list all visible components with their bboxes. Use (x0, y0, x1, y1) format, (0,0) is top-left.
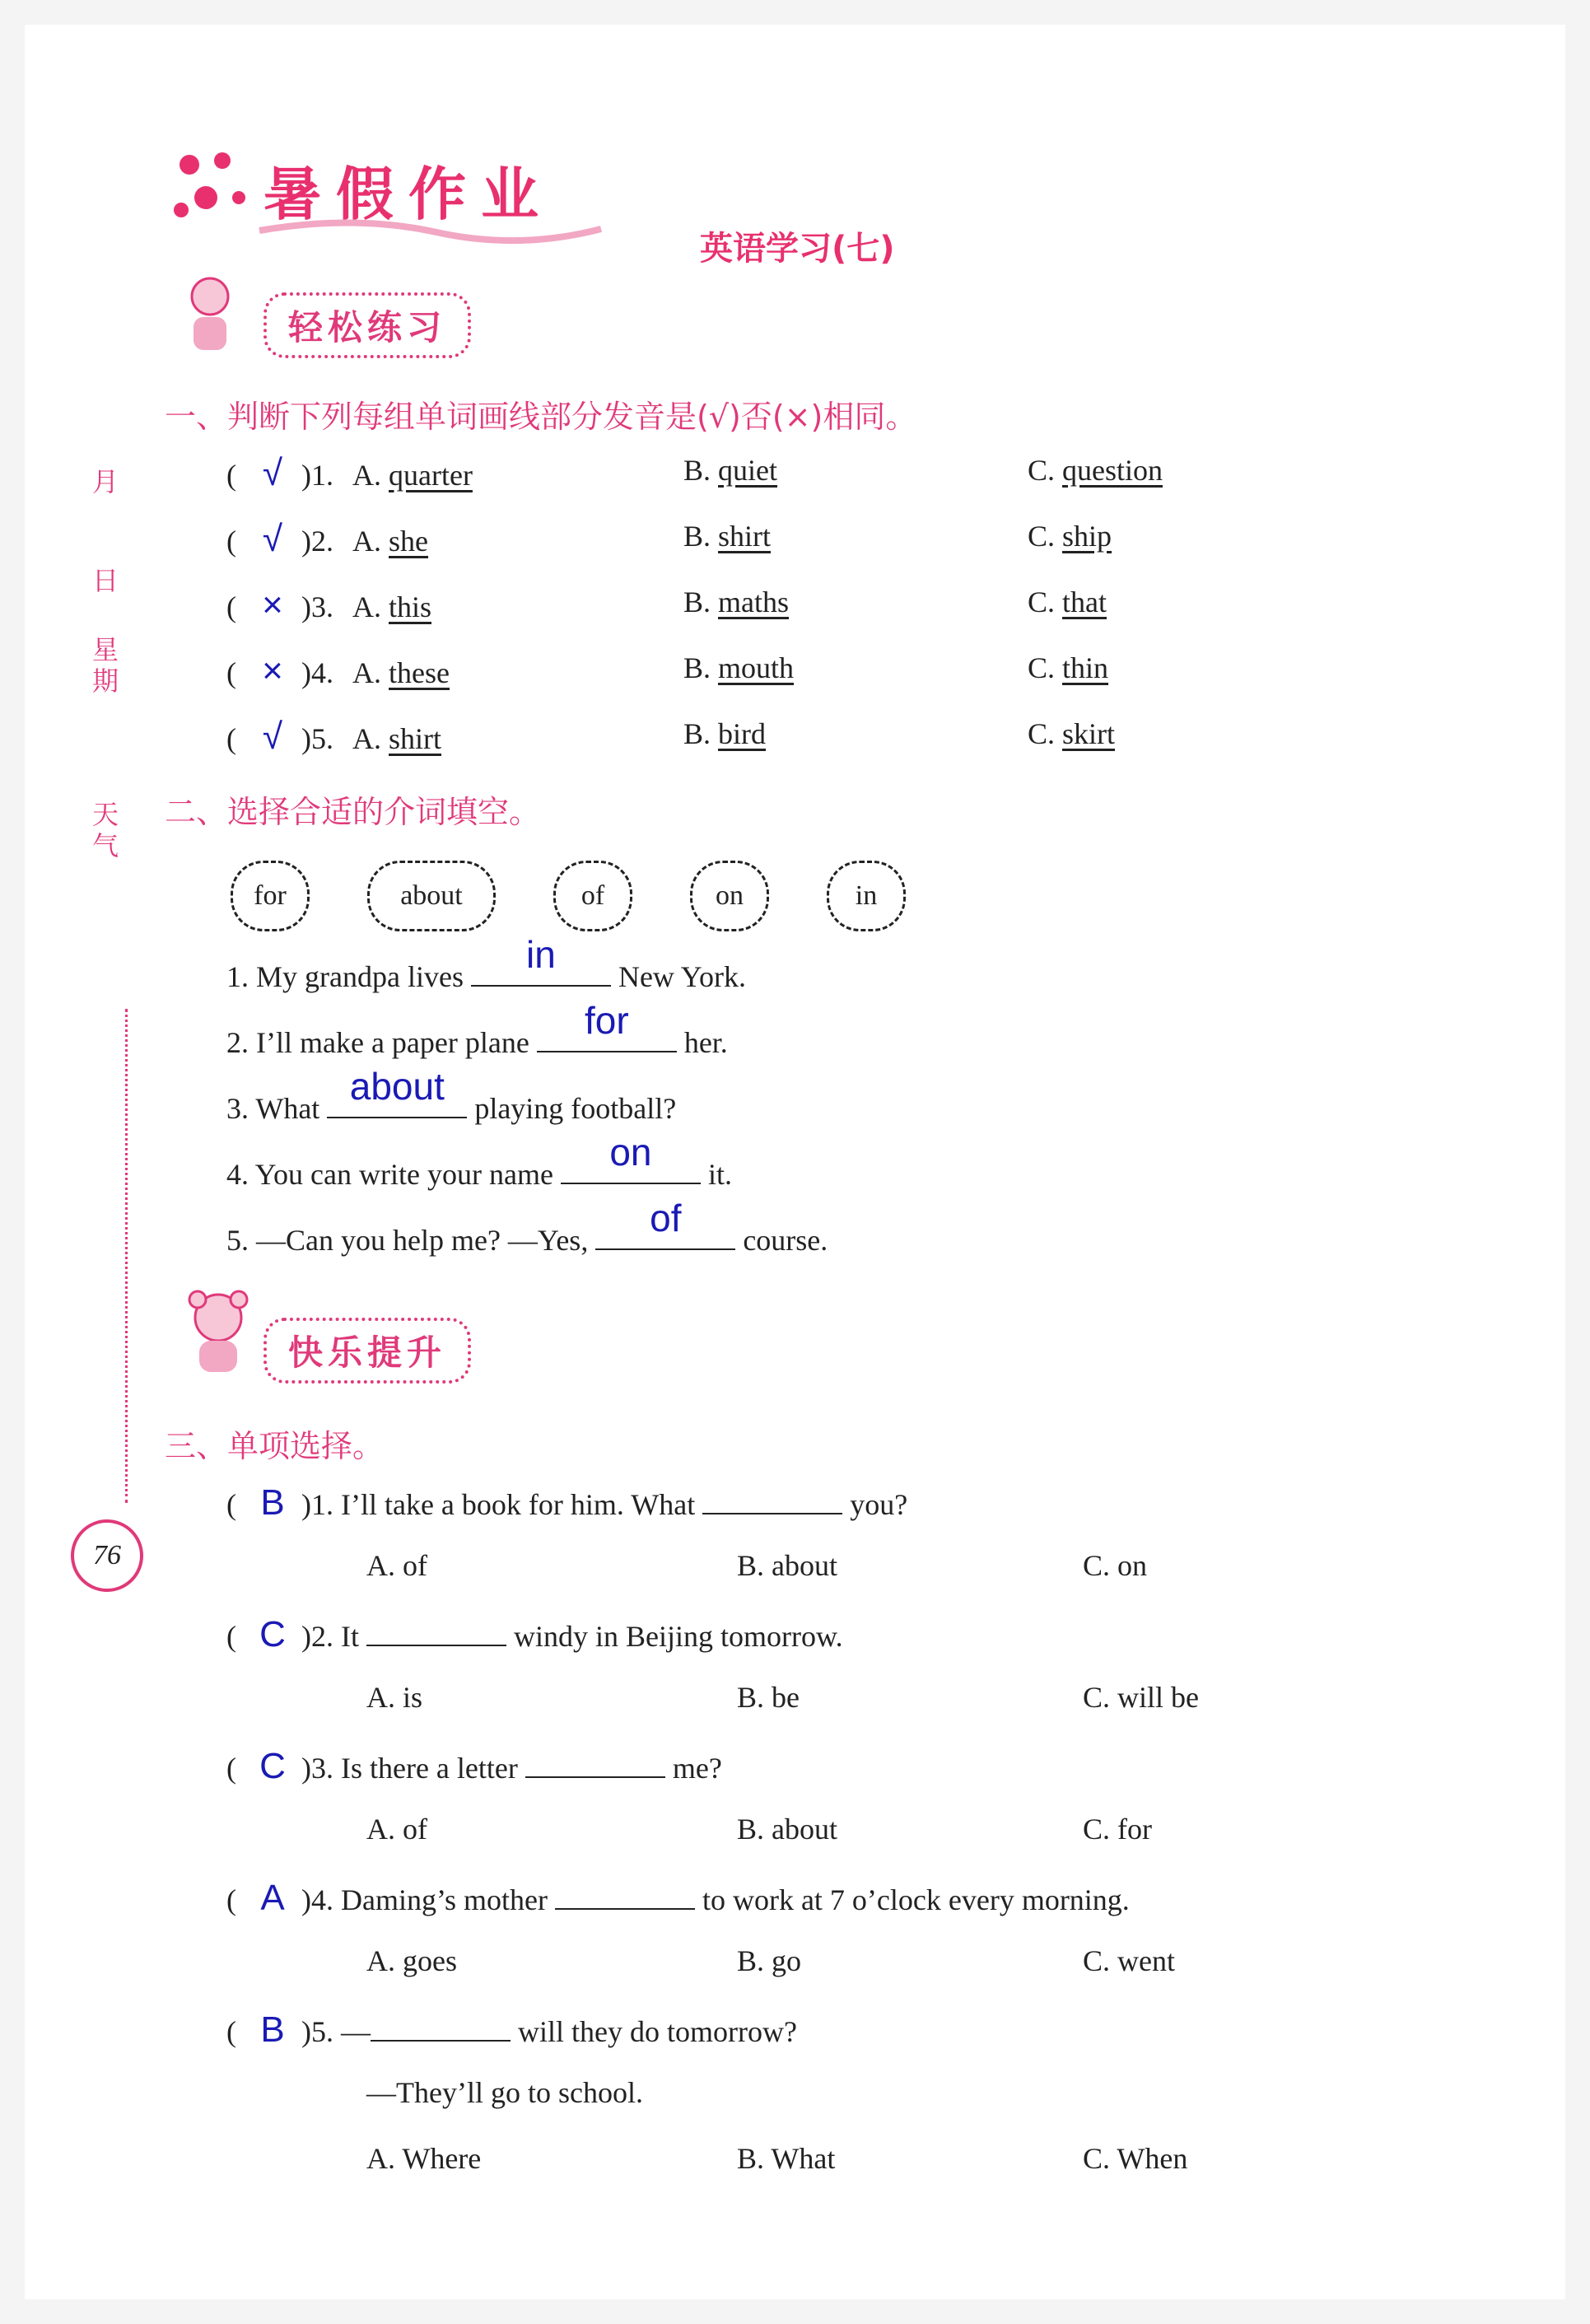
sentence-end: her. (683, 1026, 728, 1059)
answer-blank[interactable] (327, 1065, 467, 1118)
dialogue-reply: —They’ll go to school. (366, 2076, 643, 2109)
option-a[interactable]: A. goes (366, 1944, 457, 1977)
choice-question (226, 1482, 907, 1524)
paren: ( (226, 1620, 236, 1653)
filled-answer: about (349, 1065, 445, 1108)
option-b: B. (683, 586, 711, 618)
option-b[interactable]: B. go (737, 1944, 802, 1977)
question-end: you? (850, 1488, 908, 1521)
option-c-word: question (1062, 454, 1163, 487)
sentence-start: 2. I’ll make a paper plane (226, 1026, 529, 1059)
option-c: C. (1028, 454, 1056, 487)
option-a-word: she (389, 525, 428, 558)
paren: ( (226, 525, 236, 558)
paren: ( (226, 459, 236, 492)
answer-mark: × (262, 651, 283, 691)
option-c[interactable]: C. will be (1083, 1681, 1199, 1714)
sentence-end: playing football? (474, 1092, 677, 1125)
choice-question (226, 2009, 797, 2051)
fill-sentence (226, 999, 728, 1060)
option-a: A. (352, 722, 381, 755)
word-bank (231, 861, 906, 931)
item-number: )4. (301, 656, 333, 689)
option-c: C. (1028, 651, 1056, 684)
answer-blank[interactable] (595, 1197, 735, 1250)
item-number: )3. (301, 590, 333, 623)
option-b: B. (683, 651, 711, 684)
section1-heading: 一、判断下列每组单词画线部分发音是(√)否(×)相同。 (165, 399, 917, 435)
option-a: A. (352, 525, 381, 558)
section1-item-c (1028, 519, 1112, 553)
cartoon-bear-icon (173, 1285, 263, 1375)
question-start: )5. — (301, 2015, 371, 2048)
option-c[interactable]: C. for (1083, 1813, 1152, 1846)
flower-decoration-icon (165, 140, 255, 231)
option-a-word: shirt (389, 722, 442, 755)
option-a[interactable]: A. of (366, 1813, 427, 1846)
item-number: )5. (301, 722, 333, 755)
choice-answer: B (260, 2009, 285, 2050)
question-start: )1. I’ll take a book for him. What (301, 1488, 696, 1521)
choice-answer: A (260, 1878, 285, 1918)
sidebar-day: 日 (92, 565, 119, 596)
question-end: windy in Beijing tomorrow. (513, 1620, 843, 1653)
section1-item-c (1028, 716, 1115, 751)
sentence-start: 1. My grandpa lives (226, 960, 464, 993)
option-a[interactable]: A. Where (366, 2142, 482, 2175)
choice-question (226, 1878, 1130, 1919)
paren: ( (226, 656, 236, 689)
fill-sentence (226, 1197, 828, 1258)
sentence-start: 4. You can write your name (226, 1158, 553, 1191)
option-c-word: skirt (1062, 717, 1116, 750)
answer-blank[interactable] (471, 933, 611, 987)
section2-heading: 二、选择合适的介词填空。 (165, 794, 541, 830)
option-a-word: this (389, 590, 432, 623)
question-end: will they do tomorrow? (518, 2015, 797, 2048)
option-a: A. (352, 590, 381, 623)
sidebar-month: 月 (92, 466, 119, 497)
option-c: C. (1028, 586, 1056, 618)
option-a-word: these (389, 656, 450, 689)
option-c-word: thin (1062, 651, 1109, 684)
item-number: )1. (301, 459, 333, 492)
option-b[interactable]: B. be (737, 1681, 800, 1714)
option-b: B. (683, 520, 711, 553)
filled-answer: for (584, 999, 629, 1042)
option-b[interactable]: B. about (737, 1549, 837, 1582)
option-b-word: maths (718, 586, 790, 618)
choice-answer: C (259, 1746, 286, 1786)
word-bank-item: about (367, 861, 496, 931)
badge-easy-practice: 轻松练习 (263, 292, 471, 358)
word-bank-item: for (231, 861, 310, 931)
option-c[interactable]: C. When (1083, 2142, 1188, 2175)
paren: ( (226, 1488, 236, 1521)
section1-item-b (683, 585, 789, 619)
worksheet-page (25, 25, 1565, 2299)
section1-item-c (1028, 651, 1108, 685)
option-c[interactable]: C. on (1083, 1549, 1148, 1582)
sentence-end: it. (707, 1158, 732, 1191)
paren: ( (226, 1752, 236, 1785)
option-a-word: quarter (389, 459, 473, 492)
choice-answer: C (259, 1614, 286, 1654)
option-b: B. (683, 717, 711, 750)
answer-mark: √ (262, 519, 283, 559)
section1-item-b (683, 651, 794, 685)
word-bank-item: on (690, 861, 769, 931)
question-start: )2. It (301, 1620, 359, 1653)
section1-item (226, 519, 428, 560)
section3-heading: 三、单项选择。 (165, 1428, 385, 1464)
sentence-end: New York. (618, 960, 746, 993)
fill-sentence (226, 1065, 677, 1126)
option-c-word: that (1062, 586, 1107, 618)
option-b-word: shirt (718, 520, 772, 553)
sentence-start: 5. —Can you help me? —Yes, (226, 1224, 589, 1257)
cartoon-girl-icon (173, 272, 255, 362)
filled-answer: in (526, 933, 556, 976)
paren: ( (226, 2015, 236, 2048)
section1-item-c (1028, 585, 1107, 619)
option-c-word: ship (1062, 520, 1112, 553)
option-b-word: mouth (718, 651, 795, 684)
answer-blank[interactable] (537, 999, 677, 1052)
sentence-end: course. (743, 1224, 828, 1257)
option-c: C. (1028, 717, 1056, 750)
answer-mark: √ (262, 453, 283, 493)
page-title: 暑假作业 (263, 161, 553, 228)
option-b-word: bird (718, 717, 767, 750)
option-a[interactable]: A. of (366, 1549, 427, 1582)
filled-answer: of (650, 1197, 682, 1239)
question-end: me? (672, 1752, 722, 1785)
filled-answer: on (609, 1131, 652, 1174)
word-bank-item: of (553, 861, 632, 931)
choice-question (226, 1746, 722, 1787)
option-b: B. (683, 454, 711, 487)
answer-mark: √ (262, 716, 283, 757)
vine-decoration (125, 1009, 141, 1503)
option-b[interactable]: B. about (737, 1813, 837, 1846)
question-start: )3. Is there a letter (301, 1752, 518, 1785)
page-number: 76 (71, 1519, 143, 1592)
option-a: A. (352, 459, 381, 492)
paren: ( (226, 1883, 236, 1916)
question-start: )4. Daming’s mother (301, 1883, 548, 1916)
section1-item (226, 585, 431, 626)
answer-mark: × (262, 585, 283, 625)
section1-item-b (683, 716, 766, 751)
answer-blank[interactable] (371, 2010, 511, 2042)
option-a[interactable]: A. is (366, 1681, 423, 1714)
paren: ( (226, 722, 236, 755)
section1-item-c (1028, 453, 1163, 488)
item-number: )2. (301, 525, 333, 558)
option-c[interactable]: C. went (1083, 1944, 1175, 1977)
answer-blank[interactable] (702, 1483, 842, 1514)
answer-blank[interactable] (366, 1615, 506, 1646)
subject-label: 英语学习(七) (700, 230, 895, 268)
question-end: to work at 7 o’clock every morning. (702, 1883, 1130, 1916)
option-a: A. (352, 656, 381, 689)
badge-happy-improve: 快乐提升 (263, 1318, 471, 1384)
choice-answer: B (260, 1482, 285, 1523)
title-ribbon-icon (255, 214, 609, 247)
sentence-start: 3. What (226, 1092, 320, 1125)
word-bank-item: in (827, 861, 906, 931)
choice-question (226, 1614, 843, 1655)
section1-item-b (683, 519, 771, 553)
section1-item (226, 716, 441, 758)
paren: ( (226, 590, 236, 623)
option-b-word: quiet (718, 454, 777, 487)
section1-item (226, 651, 450, 692)
option-c: C. (1028, 520, 1056, 553)
section1-item (226, 453, 473, 494)
option-b[interactable]: B. What (737, 2142, 836, 2175)
fill-sentence (226, 1131, 732, 1192)
answer-blank[interactable] (555, 1878, 695, 1910)
answer-blank[interactable] (525, 1747, 665, 1778)
fill-sentence (226, 933, 746, 994)
sidebar-weekday: 星期 (92, 634, 119, 697)
sidebar-weather: 天气 (92, 799, 119, 861)
section1-item-b (683, 453, 777, 488)
answer-blank[interactable] (561, 1131, 701, 1184)
